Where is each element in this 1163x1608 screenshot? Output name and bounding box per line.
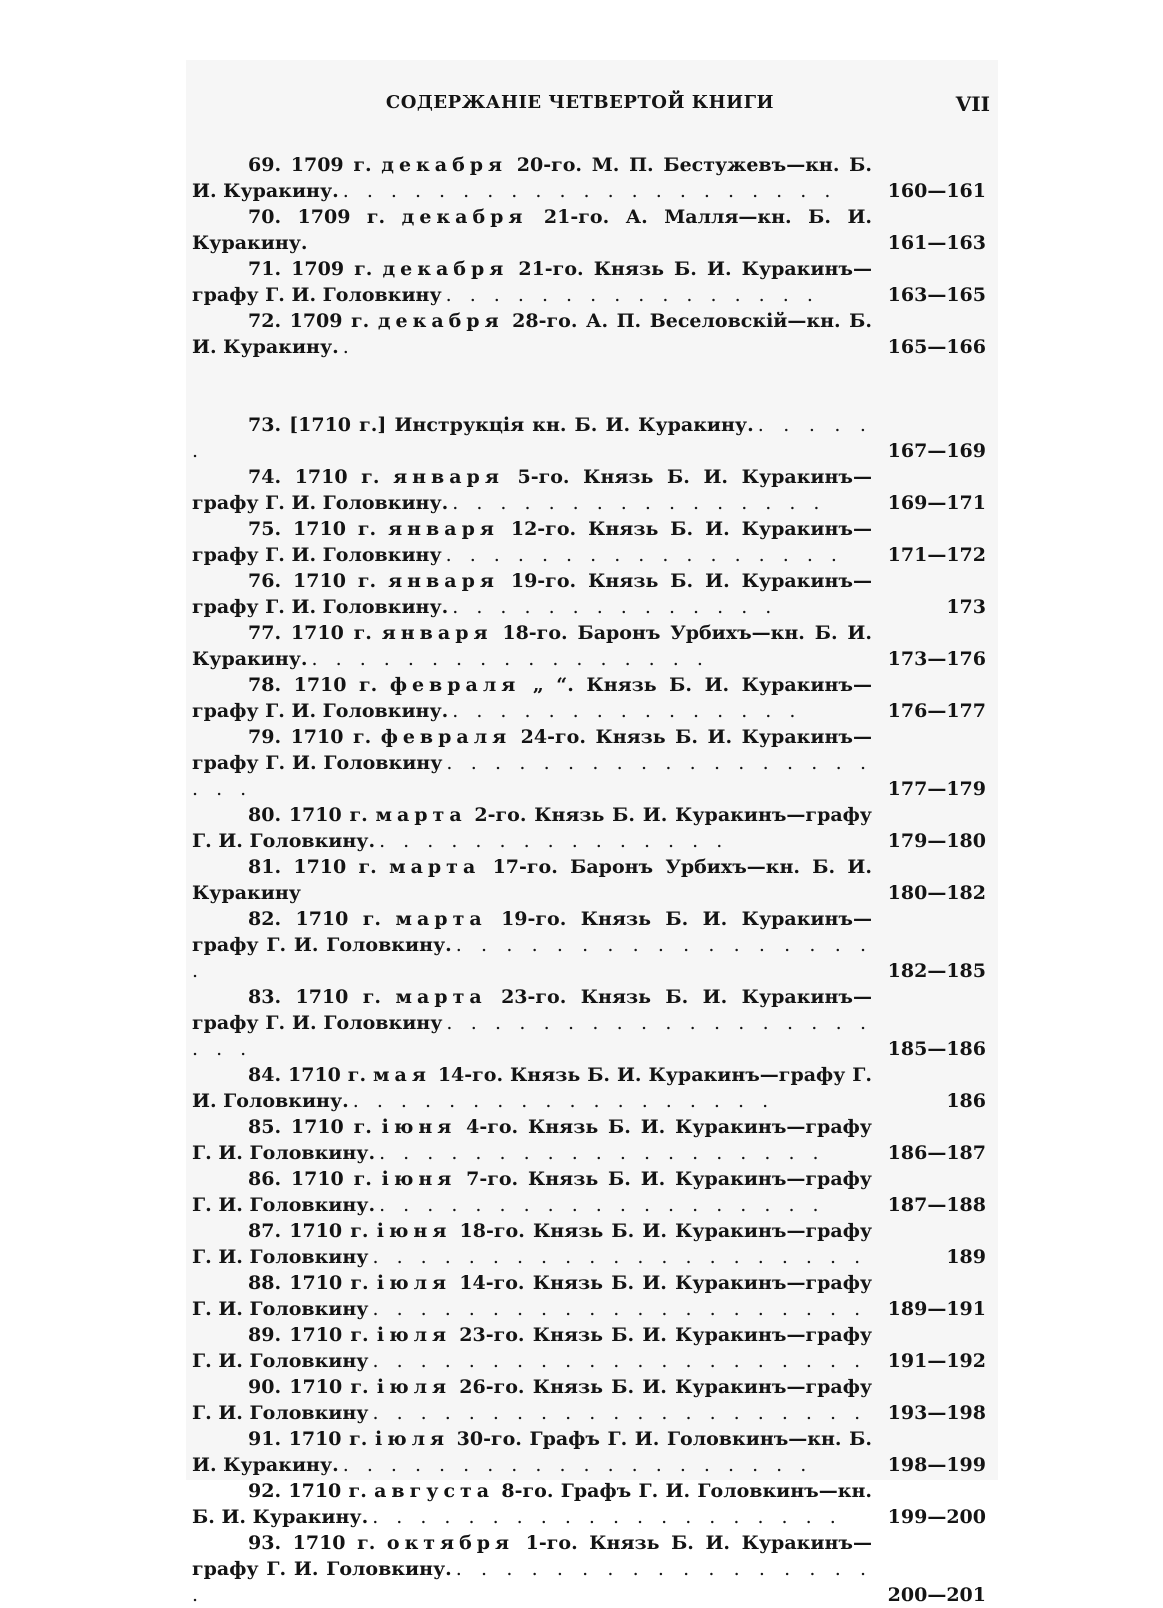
entry-number: 71. [248,258,282,280]
toc-entry [192,568,992,620]
entry-pages: 163—165 [887,284,986,306]
dot-leaders: . . . . . . . . . . . . . . . [452,700,802,722]
entry-date: 24-го. [520,726,586,748]
entry-date: 23-го. [459,1324,525,1346]
entry-month: февраля [389,674,521,696]
entry-content: Князь Б. И. Куракинъ—графу Г. И. Головкину. [192,570,872,618]
entry-month: марта [375,804,467,826]
entry-pages: 191—192 [887,1350,986,1372]
entry-text [192,724,872,802]
entry-text [192,568,872,620]
entry-month: марта [389,856,481,878]
dot-leaders: . . . . . . . . . . . . . . . . . [311,648,709,670]
toc-entry [192,256,992,308]
entry-pages: 185—186 [887,1038,986,1060]
entry-year: 1710 г. [292,1532,376,1554]
entry-month: мая [373,1064,431,1086]
entry-year: 1710 г. [293,856,377,878]
toc-entry [192,1530,992,1608]
entry-pages: 200—201 [887,1584,986,1606]
entry-month: марта [395,986,487,1008]
entry-number: 88. [248,1272,282,1294]
dot-leaders: . . . . . . . . . . . . . . . . . . . . [372,1506,842,1528]
entry-date: 19-го. [501,908,567,930]
dot-leaders: . . . . . . . . . . . . . . . . [445,284,819,306]
entry-content: Князь Б. И. Куракинъ—графу Г. И. Головкину. [192,908,872,956]
running-head [200,92,1000,126]
entry-year: 1710 г. [289,1220,369,1242]
toc-entry [192,854,992,906]
entry-date: 20-го. [516,154,583,176]
entry-pages: 180—182 [887,882,986,904]
entry-month: января [393,466,504,488]
entry-date: 5-го. [517,466,570,488]
entry-date: 4-го. [466,1116,519,1138]
page-number: VII [955,92,990,116]
entry-year: 1710 г. [293,518,377,540]
entry-date: 12-го. [510,518,577,540]
entry-date: 21-го. [518,258,584,280]
entry-year: 1709 г. [290,154,372,176]
dot-leaders: . . . . . . . . . . . . . . . . . . . [379,1142,825,1164]
entry-year: 1710 г. [293,674,378,696]
entry-year: 1710 г. [288,804,368,826]
entry-date: 21-го. [543,206,610,228]
dot-leaders: . . . . . . . . . . . . . . . . . [445,544,843,566]
entry-number: 73. [248,414,282,436]
entry-number: 87. [248,1220,282,1242]
entry-content: Князь Б. И. Куракинъ—графу Г. И. Головкину [192,1376,872,1424]
entry-text [192,464,872,516]
entry-content: Князь Б. И. Куракинъ—графу Г. И. Головкину [192,1220,873,1268]
entry-text [192,1374,872,1426]
entry-number: 92. [248,1480,282,1502]
entry-month: іюня [381,1168,457,1190]
entry-date: 14-го. [459,1272,525,1294]
dot-leaders: . . . . . . . . . . . . . . . . . . . . . [372,1246,867,1268]
entry-year: 1709 г. [291,258,373,280]
toc-entry [192,1218,992,1270]
entry-content: Князь Б. И. Куракинъ—графу Г. И. Головкину. [192,1116,872,1164]
entry-text [192,802,872,854]
entry-number: 75. [248,518,282,540]
entry-text [192,1166,872,1218]
entry-date: 7-го. [466,1168,519,1190]
entry-date: 1-го. [525,1532,578,1554]
entry-number: 74. [248,466,282,488]
dot-leaders: . . . . . . . . . . . . . . . . . . [192,1558,872,1606]
entry-month: декабря [381,154,508,176]
entry-year: 1710 г. [295,986,382,1008]
entry-number: 85. [248,1116,282,1138]
entry-text [192,1478,872,1530]
dot-leaders: . [342,336,355,358]
entry-month: іюля [374,1428,450,1450]
section-gap [192,360,992,412]
entry-content: А. П. Веселовскій—кн. Б. И. Куракину. [192,310,873,358]
entry-content: М. П. Бестужевъ—кн. Б. И. Куракину. [192,154,872,202]
entry-date: 23-го. [501,986,567,1008]
entry-content: Графъ Г. И. Головкинъ—кн. Б. И. Куракину. [192,1428,872,1476]
entry-content: Князь Б. И. Куракинъ—графу Г. И. Головкину [192,258,872,306]
entry-content: Инструкція кн. Б. И. Куракину. [394,414,754,436]
entry-number: 69. [248,154,282,176]
entry-date: „ “. [532,674,574,696]
entry-year: 1710 г. [288,1428,368,1450]
entry-date: 17-го. [492,856,558,878]
entry-year: 1710 г. [294,466,380,488]
entry-content: Графъ Г. И. Головкинъ—кн. Б. И. Куракину. [192,1480,872,1528]
entry-text [192,1114,872,1166]
entry-content: Князь Б. И. Куракинъ—графу Г. И. Головкину. [192,1168,872,1216]
entry-date: 18-го. [502,622,568,644]
entry-month: іюля [376,1376,452,1398]
entry-content: Князь Б. И. Куракинъ—графу Г. И. Головкину. [192,466,872,514]
entry-number: 84. [248,1064,282,1086]
entry-pages: 198—199 [887,1454,986,1476]
entry-content: Князь Б. И. Куракинъ—графу Г. И. Головкину [192,986,872,1034]
toc-entry [192,1322,992,1374]
entry-date: 14-го. [437,1064,504,1086]
entry-text [192,854,872,906]
entry-text [192,204,872,256]
entry-text [192,516,872,568]
entry-pages: 179—180 [887,830,986,852]
entry-content: Князь Б. И. Куракинъ—графу Г. И. Головкину [192,726,872,774]
entry-pages: 199—200 [887,1506,986,1528]
entry-month: декабря [382,258,509,280]
entry-year: 1710 г. [289,1376,369,1398]
entry-text [192,1322,872,1374]
entry-pages: 187—188 [887,1194,986,1216]
entry-date: 18-го. [459,1220,525,1242]
entry-month: іюля [376,1272,452,1294]
entry-date: 30-го. [456,1428,522,1450]
dot-leaders: . . . . . . . . . . . . . . . . . . . . . [372,1402,867,1424]
page-title: СОДЕРЖАНІЕ ЧЕТВЕРТОЙ КНИГИ [385,92,775,113]
toc-entry [192,464,992,516]
entry-pages: 189 [946,1246,986,1268]
entry-content: А. Малля—кн. Б. И. Куракину. [192,206,873,254]
dot-leaders: . . . . . . . . . . . . . . . . . . [192,934,872,982]
entry-number: 90. [248,1376,282,1398]
entry-date: 8-го. [501,1480,554,1502]
entry-content: Князь Б. И. Куракинъ—графу Г. И. Головкину. [192,1064,872,1112]
toc-entry [192,1062,992,1114]
entry-year: 1710 г. [290,1168,372,1190]
entry-number: 78. [248,674,282,696]
dot-leaders: . . . . . . . . . . . . . . . . . . . . . [192,752,872,800]
entry-year: 1710 г. [290,1116,372,1138]
dot-leaders: . . . . . . . . . . . . . . [452,596,778,618]
entry-number: 89. [248,1324,282,1346]
entry-text [192,1062,872,1114]
entry-month: августа [374,1480,495,1502]
toc-entry [192,1374,992,1426]
entry-text [192,984,872,1062]
entry-content: Баронъ Урбихъ—кн. Б. И. Куракину [192,856,872,904]
toc-entry [192,1270,992,1322]
entry-year: 1710 г. [289,1324,369,1346]
entry-content: Князь Б. И. Куракинъ—графу Г. И. Головкину [192,1324,872,1372]
entry-content: Князь Б. И. Куракинъ—графу Г. И. Головкину [192,1272,872,1320]
toc-entry [192,620,992,672]
entry-number: 77. [248,622,282,644]
entry-pages: 193—198 [887,1402,986,1424]
toc-entry [192,906,992,984]
entry-number: 76. [248,570,282,592]
entry-month: января [381,622,493,644]
table-of-contents [192,152,992,1608]
dot-leaders: . . . . . . . . . . . . . . . . . . . . . [372,1298,867,1320]
entry-number: 82. [248,908,282,930]
entry-year: 1710 г. [289,1272,369,1294]
entry-pages: 186—187 [887,1142,986,1164]
dot-leaders: . . . . . . . . . . . . . . . . . . . . . [192,1012,872,1060]
entry-pages: 173 [946,596,986,618]
dot-leaders: . . . . . . . . . . . . . . . . . . . . [342,1454,813,1476]
entry-month: марта [395,908,487,930]
entry-text [192,1530,872,1608]
dot-leaders: . . . . . . . . . . . . . . . . . . . [379,1194,825,1216]
entry-text [192,906,872,984]
entry-year: [1710 г.] [289,414,387,436]
toc-entry [192,152,992,204]
entry-month: іюня [376,1220,452,1242]
toc-entry [192,1426,992,1478]
entry-date: 26-го. [459,1376,525,1398]
toc-entry [192,1166,992,1218]
entry-content: Князь Б. И. Куракинъ—графу Г. И. Головкину. [192,1532,872,1580]
entry-text [192,256,872,308]
toc-entry [192,1114,992,1166]
entry-number: 70. [248,206,282,228]
dot-leaders: . . . . . . . . . . . . . . . [379,830,729,852]
dot-leaders: . . . . . . . . . . . . . . . . [452,492,826,514]
entry-number: 80. [248,804,282,826]
entry-month: февраля [380,726,512,748]
entry-text [192,308,872,360]
entry-year: 1709 г. [289,310,370,332]
entry-content: Баронъ Урбихъ—кн. Б. И. Куракину. [192,622,872,670]
entry-pages: 182—185 [887,960,986,982]
entry-year: 1710 г. [295,908,382,930]
entry-date: 2-го. [474,804,527,826]
entry-number: 83. [248,986,282,1008]
entry-content: Князь Б. И. Куракинъ—графу Г. И. Головкину. [192,674,873,722]
entry-date: 28-го. [512,310,578,332]
entry-content: Князь Б. И. Куракинъ—графу Г. И. Головкину. [192,804,872,852]
entry-number: 91. [248,1428,282,1450]
entry-pages: 167—169 [887,440,986,462]
entry-number: 93. [248,1532,282,1554]
entry-text [192,672,872,724]
entry-month: декабря [401,206,528,228]
entry-pages: 176—177 [887,700,986,722]
entry-text [192,152,872,204]
toc-entry [192,984,992,1062]
dot-leaders: . . . . . . [192,414,872,462]
entry-number: 72. [248,310,282,332]
toc-entry [192,1478,992,1530]
entry-pages: 189—191 [887,1298,986,1320]
entry-pages: 161—163 [887,232,986,254]
dot-leaders: . . . . . . . . . . . . . . . . . . . . . [372,1350,867,1372]
toc-entry [192,516,992,568]
entry-year: 1710 г. [290,726,372,748]
entry-year: 1709 г. [297,206,386,228]
entry-pages: 186 [946,1090,986,1112]
entry-content: Князь Б. И. Куракинъ—графу Г. И. Головкину [192,518,872,566]
entry-number: 81. [248,856,282,878]
entry-text [192,412,872,464]
entry-pages: 177—179 [887,778,986,800]
toc-entry [192,204,992,256]
toc-entry [192,724,992,802]
entry-text [192,1218,872,1270]
entry-pages: 171—172 [887,544,986,566]
toc-entry [192,412,992,464]
dot-leaders: . . . . . . . . . . . . . . . . . . . . . [342,180,837,202]
entry-pages: 160—161 [887,180,986,202]
entry-text [192,1270,872,1322]
entry-date: 19-го. [510,570,577,592]
entry-month: іюля [376,1324,452,1346]
entry-year: 1710 г. [290,622,372,644]
entry-pages: 173—176 [887,648,986,670]
entry-month: октября [386,1532,515,1554]
entry-text [192,1426,872,1478]
toc-entry [192,308,992,360]
entry-month: января [388,570,499,592]
dot-leaders: . . . . . . . . . . . . . . . . . . [352,1090,775,1112]
toc-entry [192,802,992,854]
entry-year: 1710 г. [288,1064,367,1086]
entry-number: 86. [248,1168,282,1190]
entry-text [192,620,872,672]
entry-pages: 169—171 [887,492,986,514]
entry-year: 1710 г. [288,1480,367,1502]
entry-month: іюня [381,1116,457,1138]
entry-pages: 165—166 [887,336,986,358]
entry-month: декабря [377,310,504,332]
entry-number: 79. [248,726,282,748]
entry-month: января [388,518,499,540]
toc-entry [192,672,992,724]
entry-year: 1710 г. [293,570,377,592]
